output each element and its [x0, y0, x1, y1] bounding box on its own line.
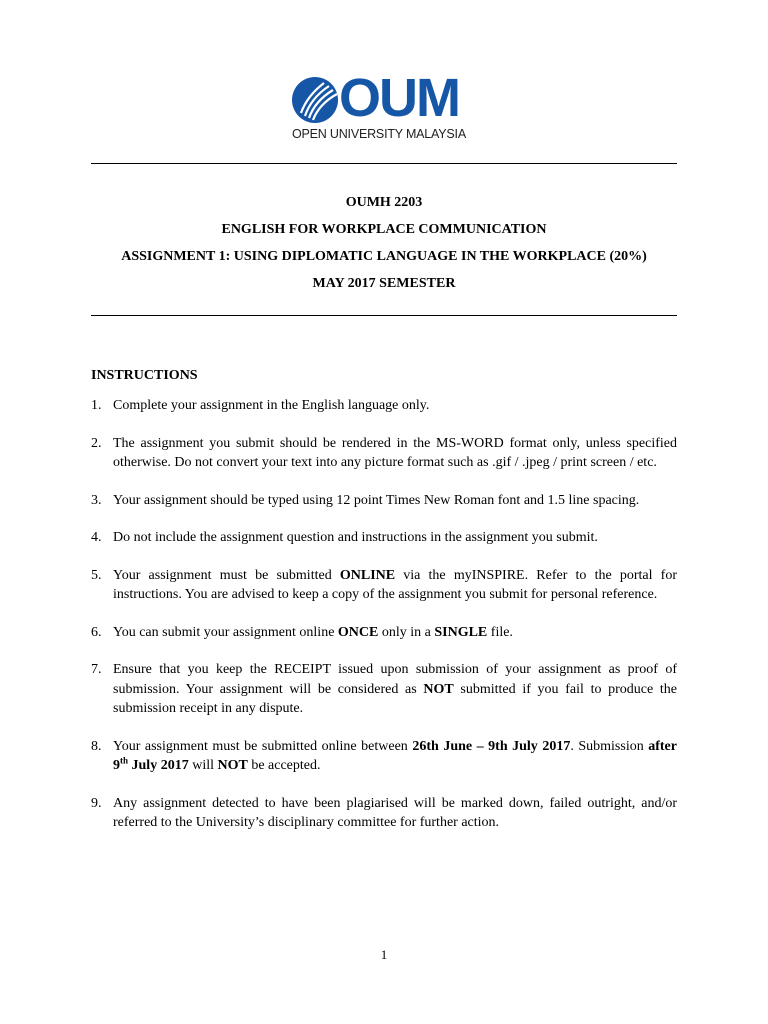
instruction-text [113, 660, 677, 719]
oum-logo [291, 68, 466, 144]
instruction-item [91, 528, 677, 548]
instruction-number: 8. [91, 738, 102, 754]
instruction-text-segment: Complete your assignment in the English language only. [113, 398, 430, 413]
instruction-item [91, 396, 677, 416]
instructions-list [91, 396, 677, 851]
instruction-text-segment: You can submit your assignment online [113, 624, 338, 640]
emphasis-text: th [120, 755, 129, 766]
instruction-text-segment: Your assignment should be typed using 12 point Times New Roman font and 1.5 line spacing. [113, 492, 640, 508]
instruction-number: 5. [91, 567, 102, 583]
instruction-text [113, 737, 677, 776]
logo-subtitle: OPEN UNIVERSITY MALAYSIA [292, 127, 466, 141]
instruction-text [113, 566, 677, 605]
instruction-text [113, 794, 677, 833]
instruction-text-segment: Any assignment detected to have been plagiarised will be marked down, failed outright, and/or referred to the University’s disciplinary committee for further action. [113, 795, 677, 830]
instruction-text-segment: file. [487, 624, 513, 640]
instruction-number: 4. [91, 530, 102, 545]
semester: MAY 2017 SEMESTER [312, 276, 456, 291]
emphasis-text: July 2017 [128, 758, 189, 773]
instruction-text-segment: submitted if you fail to produce the submission receipt in any dispute. [113, 681, 678, 716]
course-title: ENGLISH FOR WORKPLACE COMMUNICATION [221, 222, 547, 237]
bottom-divider [91, 315, 677, 316]
instruction-number: 9. [91, 795, 102, 811]
top-divider [91, 163, 677, 164]
instruction-number: 2. [91, 435, 102, 451]
instruction-item [91, 566, 677, 605]
page-number: 1 [380, 947, 388, 962]
instruction-text-segment: Do not include the assignment question and instructions in the assignment you submit. [113, 530, 598, 545]
emphasis-text: ONCE [337, 624, 379, 640]
instruction-text [113, 396, 677, 416]
instruction-text-segment: Your assignment must be submitted [113, 567, 340, 583]
instruction-text-segment: via the myINSPIRE. Refer to the portal for instructions. You are advised to keep a copy of the assignment you submit for personal reference. [113, 567, 678, 602]
instruction-number: 1. [91, 398, 102, 413]
instruction-item [91, 660, 677, 719]
instruction-text-segment: Ensure that you keep the RECEIPT issued upon submission of your assignment as proof of submission. Your assignment will be considered as [113, 662, 677, 697]
instruction-text-segment: The assignment you submit should be rendered in the MS-WORD format only, unless specified otherwise. Do not convert your text into any picture format such as .gif / .jpeg / print screen / etc. [113, 435, 677, 470]
emphasis-text: after 9 [113, 738, 677, 773]
instruction-item [91, 623, 677, 643]
instruction-text [113, 434, 677, 473]
instruction-text-segment: will [188, 758, 218, 773]
instruction-text [113, 623, 677, 643]
course-code: OUMH 2203 [345, 195, 423, 210]
instruction-item [91, 434, 677, 473]
emphasis-text: 26th June – 9th July 2017 [412, 738, 571, 754]
emphasis-text: SINGLE [434, 624, 488, 640]
logo-wordmark: OUM [339, 68, 459, 128]
instruction-item [91, 737, 677, 776]
oum-swirl-icon [291, 76, 339, 124]
instruction-item [91, 794, 677, 833]
instructions-heading: INSTRUCTIONS [91, 368, 198, 383]
instruction-number: 7. [91, 662, 102, 677]
instruction-item [91, 491, 677, 511]
assignment-title: ASSIGNMENT 1: USING DIPLOMATIC LANGUAGE IN THE WORKPLACE (20%) [121, 249, 647, 264]
instruction-text-segment: only in a [378, 624, 435, 640]
emphasis-text: ONLINE [339, 567, 396, 583]
instruction-text [113, 528, 677, 548]
instruction-number: 3. [91, 492, 102, 508]
instruction-text-segment: Your assignment must be submitted online between [113, 738, 413, 754]
instruction-text [113, 491, 677, 511]
emphasis-text: NOT [423, 681, 454, 697]
instruction-text-segment: be accepted. [247, 758, 321, 773]
instruction-text-segment: . Submission [570, 738, 649, 754]
instruction-number: 6. [91, 624, 102, 640]
emphasis-text: NOT [217, 758, 248, 773]
